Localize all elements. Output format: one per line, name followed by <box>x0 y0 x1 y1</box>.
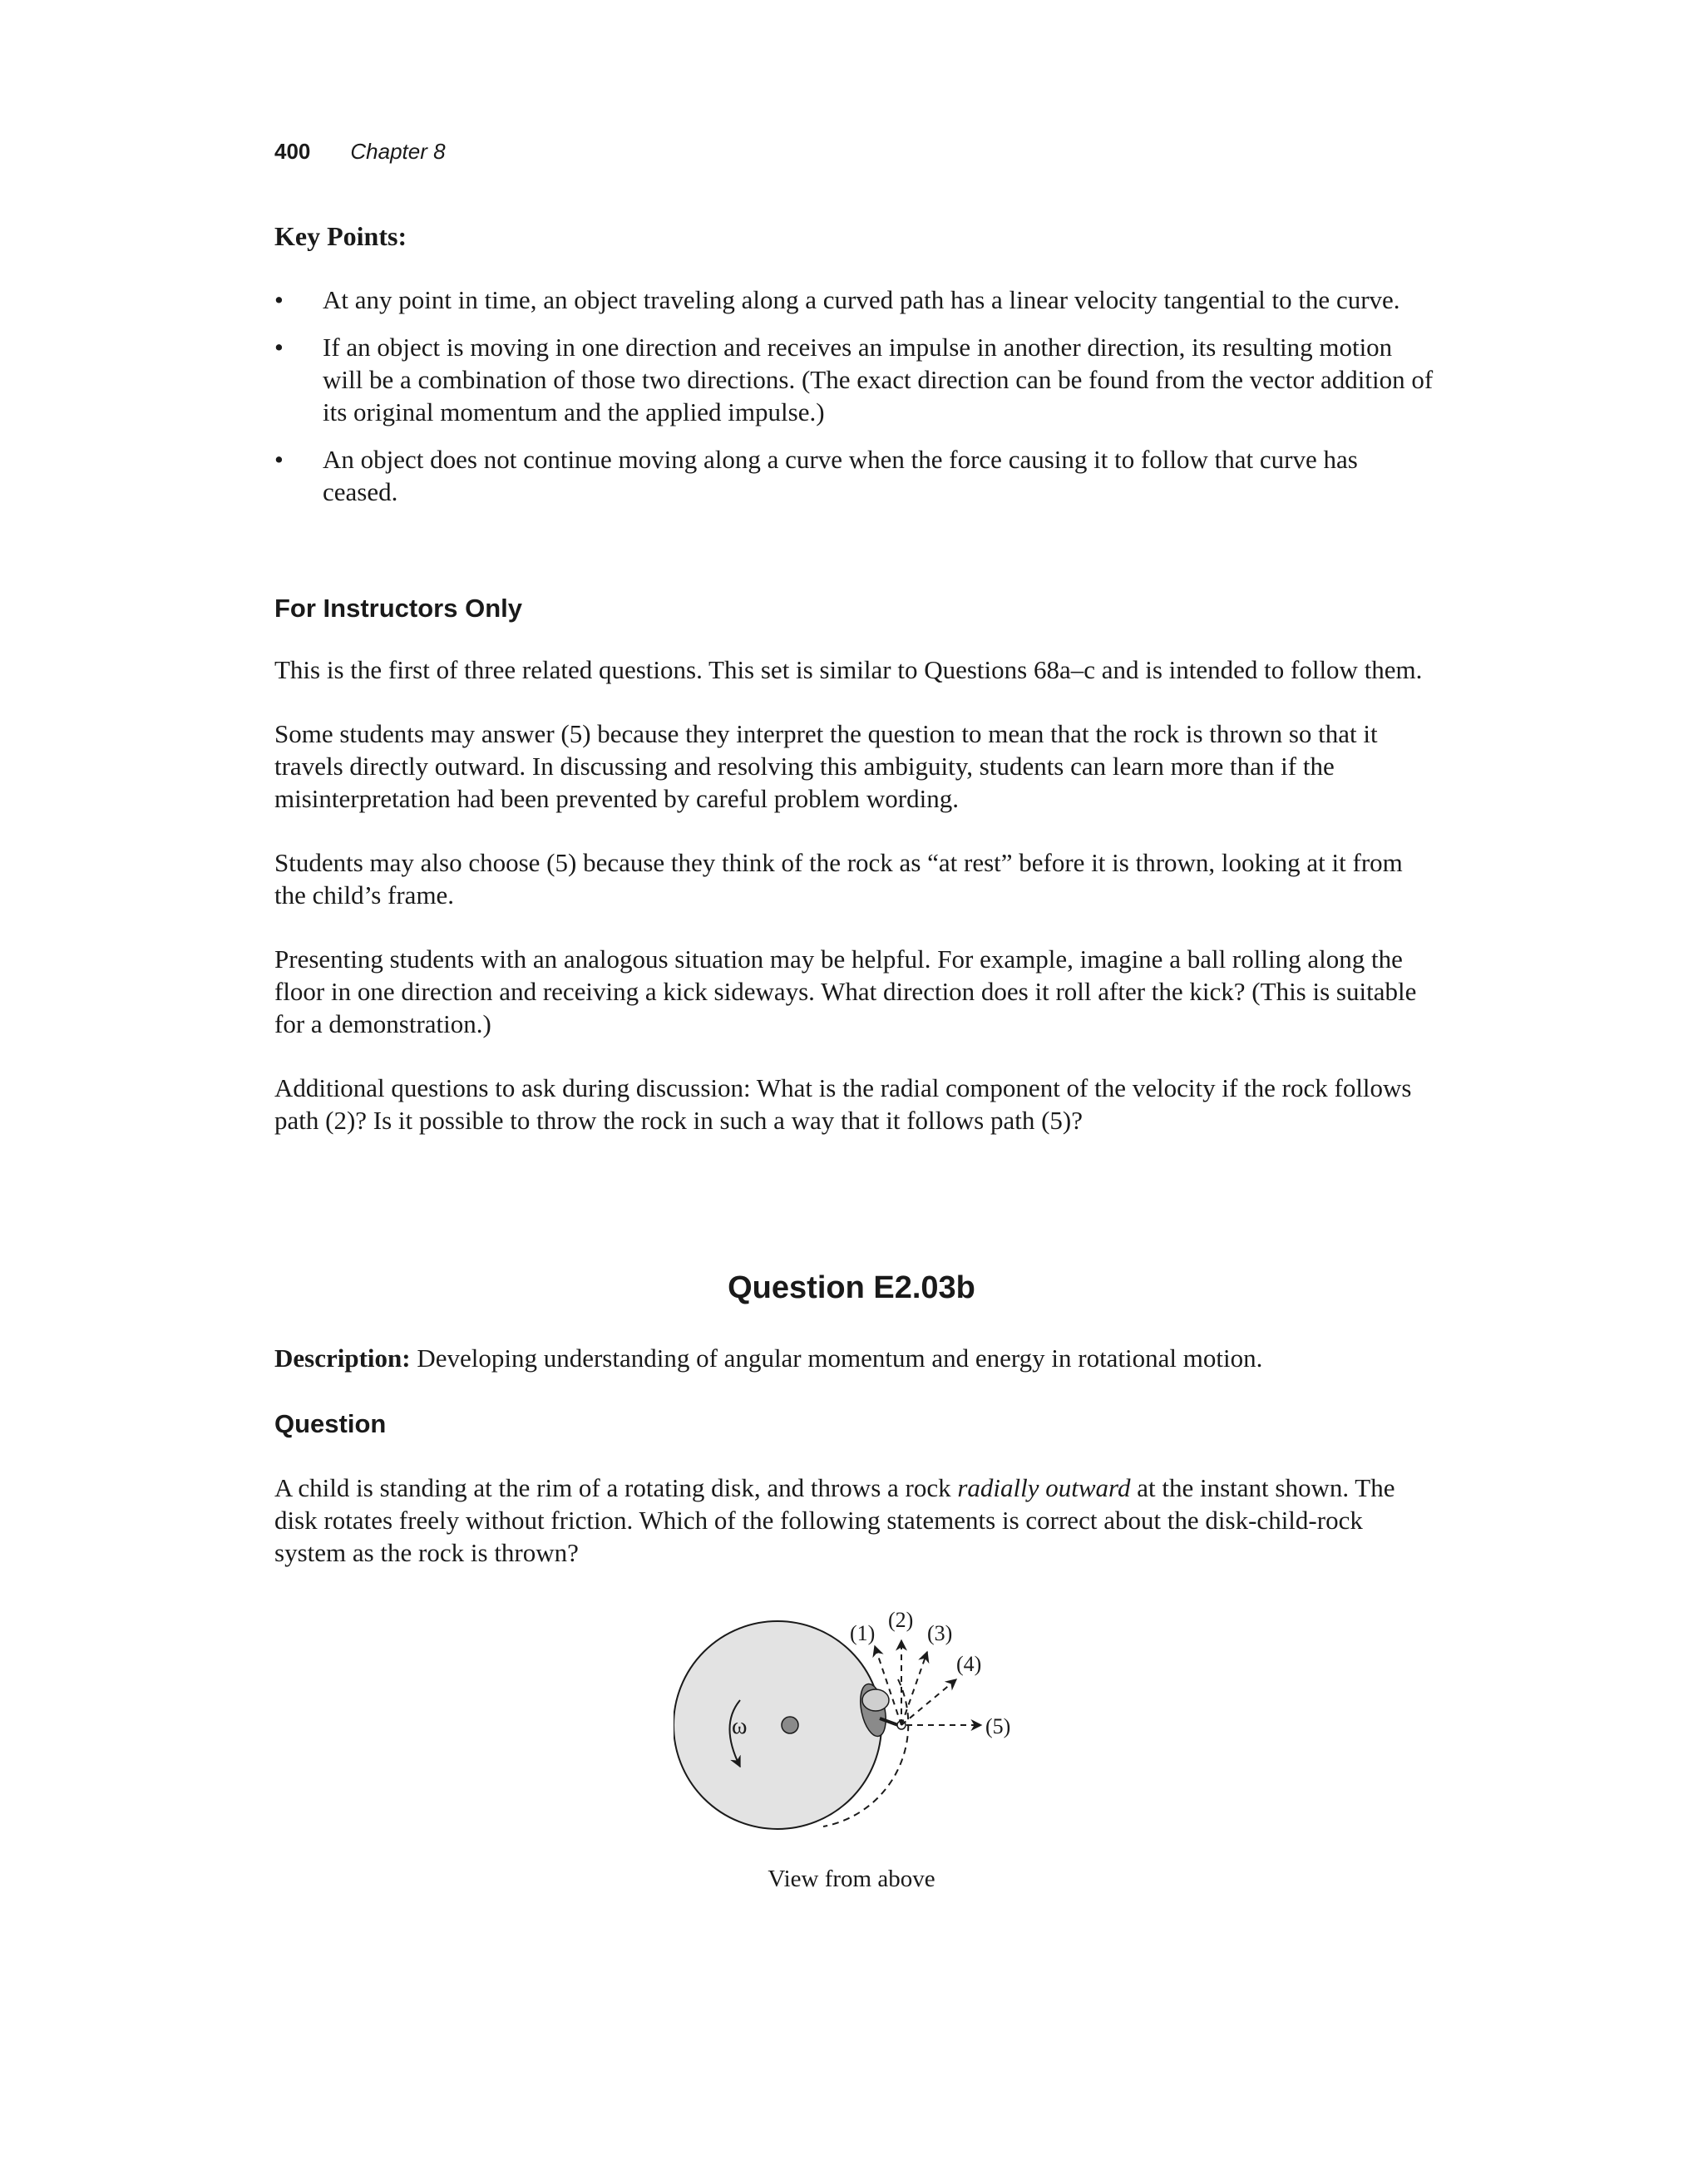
question-text-emphasis: radially outward <box>957 1473 1131 1502</box>
question-title: Question E2.03b <box>728 1270 975 1305</box>
instructors-paragraph: Students may also choose (5) because they think of the rock as “at rest” before it is thrown, looking at it from the child’s frame. <box>274 848 1403 910</box>
instructors-paragraph: Some students may answer (5) because they interpret the question to mean that the rock is thrown so that it travels directly outward. In discussing and resolving this ambiguity, students can learn more than if the misinterpretation had been prevented by careful problem wording. <box>274 719 1378 813</box>
description-label: Description: <box>274 1343 411 1373</box>
path-label-3: (3) <box>927 1621 953 1645</box>
question-heading: Question <box>274 1409 387 1438</box>
key-point-text: An object does not continue moving along a curve when the force causing it to follow that curve has ceased. <box>323 445 1358 506</box>
path-label-2: (2) <box>888 1609 914 1632</box>
instructors-heading: For Instructors Only <box>274 594 522 623</box>
question-text-start: A child is standing at the rim of a rotating disk, and throws a rock <box>274 1473 958 1502</box>
key-point-item <box>274 443 1439 508</box>
running-head <box>274 138 446 165</box>
axle-dot <box>782 1717 798 1733</box>
omega-label: ω <box>732 1713 748 1739</box>
figure-caption: View from above <box>768 1866 935 1892</box>
question-text-end: at the instant shown. The disk rotates freely without friction. Which of the following statements is correct about the disk-child-rock system as the rock is thrown? <box>274 1473 1395 1567</box>
question-description <box>274 1342 1439 1374</box>
key-point-text: If an object is moving in one direction and receives an impulse in another direction, its resulting motion will be a combination of those two directions. (The exact direction can be found from the vector addition of its original momentum and the applied impulse.) <box>323 333 1434 426</box>
key-points-list <box>274 283 1439 523</box>
bullet-icon: • <box>274 445 284 474</box>
instructors-paragraph: Presenting students with an analogous situation may be helpful. For example, imagine a ball rolling along the floor in one direction and receiving a kick sideways. What direction does it roll after the kick? (This is suitable for a demonstration.) <box>274 944 1417 1038</box>
path-label-5: (5) <box>985 1714 1011 1738</box>
path-3-arrow <box>901 1652 927 1725</box>
path-label-4: (4) <box>956 1652 982 1676</box>
page-number: 400 <box>274 139 311 164</box>
question-body <box>274 1472 1439 1569</box>
key-points-title: Key Points: <box>274 221 407 251</box>
key-point-item <box>274 331 1439 428</box>
bullet-icon: • <box>274 285 284 314</box>
key-point-text: At any point in time, an object traveling along a curved path has a linear velocity tangential to the curve. <box>323 285 1400 314</box>
disk-shape <box>674 1621 881 1829</box>
instructors-paragraph: Additional questions to ask during discussion: What is the radial component of the velocity if the rock follows path (2)? Is it possible to throw the rock in such a way that it follows path (5)? <box>274 1073 1412 1135</box>
child-head <box>862 1689 889 1711</box>
rotating-disk-figure <box>674 1609 1039 1858</box>
description-text: Developing understanding of angular momentum and energy in rotational motion. <box>410 1343 1263 1373</box>
chapter-title: Chapter 8 <box>350 139 446 164</box>
path-label-1: (1) <box>850 1621 876 1645</box>
key-point-item <box>274 283 1439 316</box>
bullet-icon: • <box>274 333 284 362</box>
instructors-body <box>274 653 1439 1168</box>
instructors-paragraph: This is the first of three related questions. This set is similar to Questions 68a–c and is intended to follow them. <box>274 655 1423 684</box>
